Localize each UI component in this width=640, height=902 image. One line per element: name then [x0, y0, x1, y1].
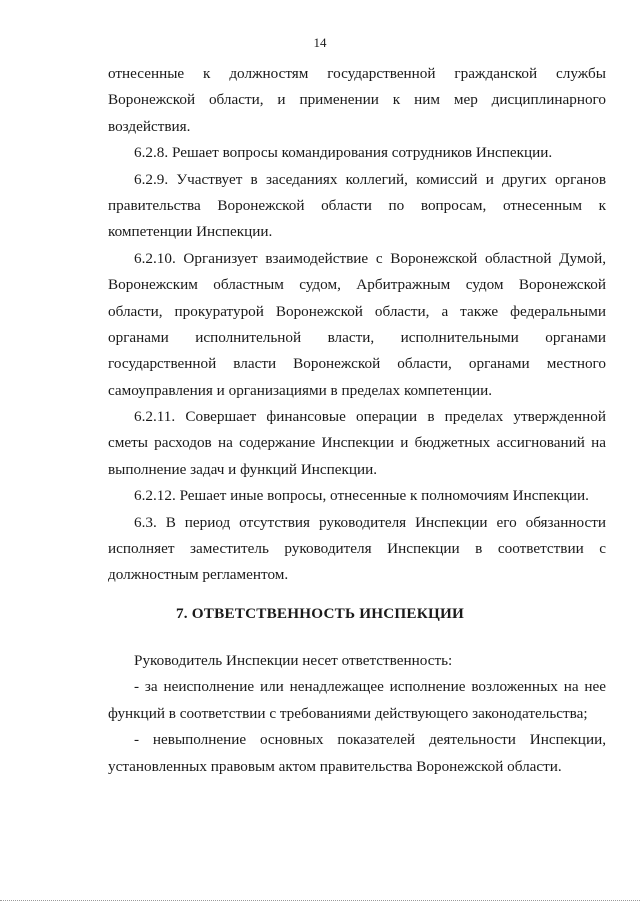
paragraph-responsibility-intro: Руководитель Инспекции несет ответственность:	[134, 652, 453, 669]
section-6-text	[108, 61, 606, 589]
text-line: исполняет заместитель руководителя Инспекции в соответствии с	[108, 540, 606, 558]
text-line: воздействия.	[108, 117, 191, 135]
list-item-indicators: - невыполнение основных показателей деятельности Инспекции,	[134, 731, 606, 749]
text-line: правительства Воронежской области по вопросам, отнесенным к	[108, 196, 606, 214]
text-line: Воронежской области, и применении к ним мер дисциплинарного	[108, 91, 606, 109]
paragraph-6-2-10: 6.2.10. Организует взаимодействие с Воронежской областной Думой,	[134, 249, 606, 267]
text-line: Воронежским областным судом, Арбитражным судом Воронежской	[108, 276, 606, 294]
text-line: функций в соответствии с требованиями действующего законодательства;	[108, 704, 588, 722]
text-line: отнесенные к должностям государственной гражданской службы	[108, 65, 606, 82]
paragraph-6-3: 6.3. В период отсутствия руководителя Инспекции его обязанности	[134, 513, 606, 531]
paragraph-6-2-8: 6.2.8. Решает вопросы командирования сотрудников Инспекции.	[134, 144, 553, 162]
text-line: области, прокуратурой Воронежской области, а также федеральными	[108, 302, 606, 320]
text-line: государственной власти Воронежской области, органами местного	[108, 355, 606, 373]
page-number: 14	[313, 35, 327, 50]
list-item-nonperformance: - за неисполнение или ненадлежащее исполнение возложенных на нее	[134, 678, 606, 696]
section-heading: 7. ОТВЕТСТВЕННОСТЬ ИНСПЕКЦИИ	[175, 605, 465, 622]
text-line: органами исполнительной власти, исполнительными органами	[108, 328, 606, 346]
text-line: самоуправления и организациями в пределах компетенции.	[108, 381, 493, 399]
text-line: должностным регламентом.	[108, 566, 289, 584]
paragraph-6-2-9: 6.2.9. Участвует в заседаниях коллегий, комиссий и других органов	[134, 170, 606, 188]
scan-edge-line	[0, 900, 640, 901]
text-line: компетенции Инспекции.	[108, 223, 273, 241]
text-line: сметы расходов на содержание Инспекции и бюджетных ассигнований на	[108, 434, 606, 452]
text-line: выполнение задач и функций Инспекции.	[108, 460, 378, 478]
section-7-text	[108, 648, 606, 780]
paragraph-6-2-12: 6.2.12. Решает иные вопросы, отнесенные к полномочиям Инспекции.	[134, 487, 589, 505]
paragraph-6-2-11: 6.2.11. Совершает финансовые операции в пределах утвержденной	[134, 408, 606, 426]
text-line: установленных правовым актом правительства Воронежской области.	[108, 757, 562, 775]
